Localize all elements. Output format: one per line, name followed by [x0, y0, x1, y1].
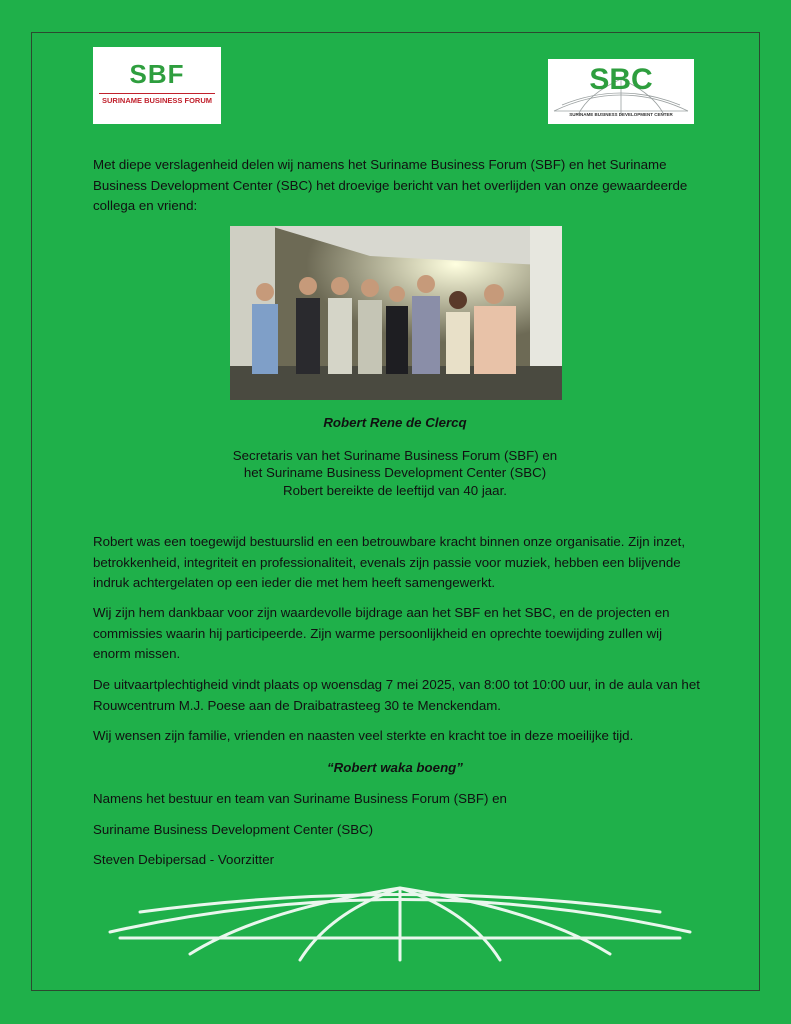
paragraph-3: De uitvaartplechtigheid vindt plaats op woensdag 7 mei 2025, van 8:00 tot 10:00 uur, in de aula van het Rouwcentrum M.J. Poese aan de Draibatrasteeg 30 te Menckendam. — [93, 677, 700, 713]
globe-decoration-icon — [100, 882, 700, 962]
intro-paragraph: Met diepe verslagenheid delen wij namens het Suriname Business Forum (SBF) en het Suriname Business Development Center (SBC) het droevige bericht van het overlijden van onze gewaardeerde collega en vriend: — [93, 157, 688, 213]
sbf-logo — [93, 47, 221, 124]
closing-line-2: Suriname Business Development Center (SBC) — [93, 822, 374, 837]
sbc-logo — [548, 59, 694, 124]
paragraph-1: Robert was een toegewijd bestuurslid en een betrouwbare kracht binnen onze organisatie. Zijn inzet, betrokkenheid, integriteit en professionaliteit, evenals zijn passie voor muziek, hebben een blijvende indruk achtergelaten op een ieder die met hem heeft samengewerkt. — [93, 534, 686, 590]
quote: “Robert waka boeng” — [327, 760, 463, 775]
deceased-name: Robert Rene de Clercq — [323, 415, 467, 430]
age-line: Robert bereikte de leeftijd van 40 jaar. — [283, 483, 507, 498]
closing-line-1: Namens het bestuur en team van Suriname Business Forum (SBF) en — [93, 791, 507, 806]
group-photo — [230, 226, 562, 400]
sbf-logo-abbr: SBF — [129, 59, 185, 89]
sbf-logo-name: SURINAME BUSINESS FORUM — [99, 93, 215, 105]
sbc-logo-abbr: SBC — [589, 63, 653, 96]
paragraph-4: Wij wensen zijn familie, vrienden en naasten veel sterkte en kracht toe in deze moeilijke tijd. — [93, 728, 634, 743]
signature: Steven Debipersad - Voorzitter — [93, 852, 275, 867]
role-line-1: Secretaris van het Suriname Business Forum (SBF) en — [232, 448, 558, 463]
paragraph-2: Wij zijn hem dankbaar voor zijn waardevolle bijdrage aan het SBF en het SBC, en de projecten en commissies waarin hij participeerde. Zijn warme persoonlijkheid en oprechte toewijding zullen wij enorm missen. — [93, 605, 670, 661]
role-line-2: het Suriname Business Development Center (SBC) — [243, 465, 547, 480]
sbc-logo-name: SURINAME BUSINESS DEVELOPMENT CENTER — [569, 112, 673, 117]
